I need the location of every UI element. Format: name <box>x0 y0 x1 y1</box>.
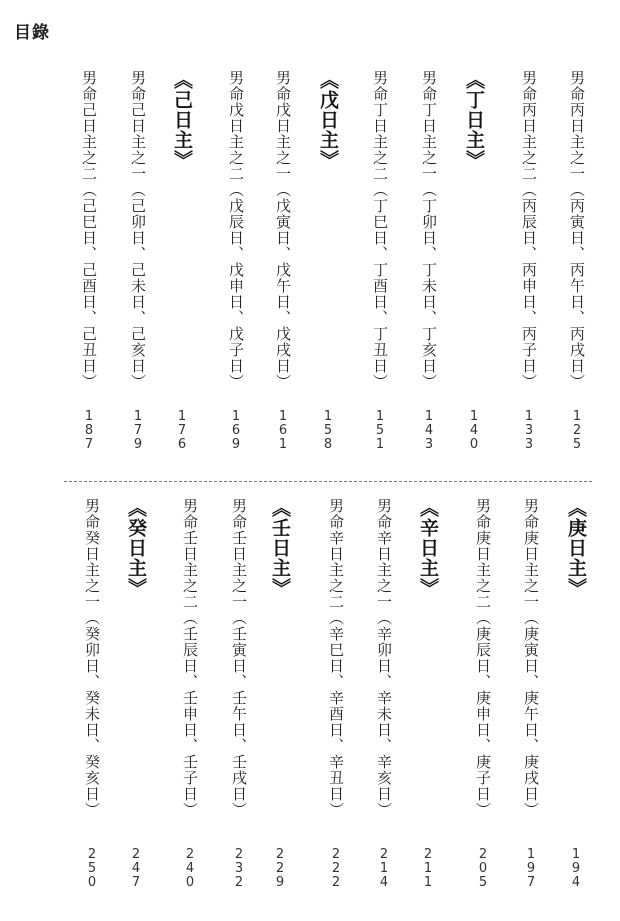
toc-heading-title: 《戊日主》 <box>317 70 339 170</box>
toc-entry-page: 1 7 6 <box>177 409 187 452</box>
toc-entry[interactable] <box>70 498 114 890</box>
toc-entry-title: 男命丙日主之一（丙寅日、丙午日、丙戌日） <box>568 70 586 390</box>
toc-entry[interactable] <box>362 498 406 890</box>
toc-entry[interactable] <box>214 70 258 452</box>
toc-entry-page: 1 4 0 <box>469 409 479 452</box>
toc-entry[interactable] <box>217 498 261 890</box>
toc-entry[interactable] <box>116 70 160 452</box>
toc-entry-title: 男命丙日主之二（丙辰日、丙申日、丙子日） <box>520 70 538 390</box>
toc-entry-page: 1 3 3 <box>524 409 534 452</box>
toc-entry-page: 1 4 3 <box>424 409 434 452</box>
toc-entry[interactable] <box>461 498 505 890</box>
toc-entry-page: 1 6 9 <box>231 409 241 452</box>
toc-entry-title: 男命戊日主之二（戊辰日、戊申日、戊子日） <box>227 70 245 390</box>
toc-section-heading[interactable] <box>306 70 350 452</box>
toc-entry[interactable] <box>168 498 212 890</box>
toc-heading-title: 《庚日主》 <box>565 498 587 598</box>
toc-entry-page: 2 4 0 <box>185 847 195 890</box>
toc-section-heading[interactable] <box>452 70 496 452</box>
toc-entry[interactable] <box>555 70 599 452</box>
toc-entry[interactable] <box>407 70 451 452</box>
page-title: 目錄 <box>14 23 50 43</box>
toc-heading-title: 《丁日主》 <box>463 70 485 170</box>
toc-section-heading[interactable] <box>554 498 598 890</box>
toc-entry-page: 1 9 7 <box>526 847 536 890</box>
toc-section-heading[interactable] <box>258 498 302 890</box>
toc-entry-page: 1 8 7 <box>84 409 94 452</box>
toc-entry-page: 2 2 2 <box>331 847 341 890</box>
toc-entry-title: 男命辛日主之一（辛卯日、辛未日、辛亥日） <box>375 498 393 818</box>
toc-entry-title: 男命壬日主之二（壬辰日、壬申日、壬子日） <box>181 498 199 818</box>
toc-entry-title: 男命戊日主之一（戊寅日、戊午日、戊戌日） <box>274 70 292 390</box>
toc-heading-title: 《己日主》 <box>171 70 193 170</box>
toc-entry[interactable] <box>67 70 111 452</box>
toc-entry-page: 2 5 0 <box>87 847 97 890</box>
toc-entry-title: 男命己日主之一（己卯日、己未日、己亥日） <box>129 70 147 390</box>
toc-section-heading[interactable] <box>114 498 158 890</box>
toc-entry-page: 1 5 8 <box>323 409 333 452</box>
toc-entry-page: 1 2 5 <box>572 409 582 452</box>
toc-entry[interactable] <box>261 70 305 452</box>
toc-entry-title: 男命丁日主之一（丁卯日、丁未日、丁亥日） <box>420 70 438 390</box>
toc-entry-title: 男命癸日主之一（癸卯日、癸未日、癸亥日） <box>83 498 101 818</box>
toc-entry-page: 1 6 1 <box>278 409 288 452</box>
toc-heading-title: 《癸日主》 <box>125 498 147 598</box>
toc-entry[interactable] <box>358 70 402 452</box>
toc-section-heading[interactable] <box>160 70 204 452</box>
toc-section-top <box>0 70 620 470</box>
toc-heading-title: 《辛日主》 <box>417 498 439 598</box>
toc-entry-title: 男命辛日主之二（辛巳日、辛酉日、辛丑日） <box>327 498 345 818</box>
toc-entry-title: 男命壬日主之一（壬寅日、壬午日、壬戌日） <box>230 498 248 818</box>
toc-entry-title: 男命庚日主之一（庚寅日、庚午日、庚戌日） <box>522 498 540 818</box>
toc-entry-title: 男命丁日主之二（丁巳日、丁酉日、丁丑日） <box>371 70 389 390</box>
toc-entry-page: 2 1 4 <box>379 847 389 890</box>
toc-section-bottom <box>0 498 620 908</box>
toc-entry-title: 男命己日主之二（己巳日、己酉日、己丑日） <box>80 70 98 390</box>
toc-entry[interactable] <box>509 498 553 890</box>
toc-entry-page: 2 2 9 <box>275 847 285 890</box>
toc-entry[interactable] <box>314 498 358 890</box>
toc-entry-page: 1 9 4 <box>571 847 581 890</box>
toc-entry-page: 2 4 7 <box>131 847 141 890</box>
toc-heading-title: 《壬日主》 <box>269 498 291 598</box>
toc-entry-page: 2 0 5 <box>478 847 488 890</box>
toc-entry-title: 男命庚日主之二（庚辰日、庚申日、庚子日） <box>474 498 492 818</box>
section-divider <box>64 481 592 482</box>
toc-entry-page: 1 5 1 <box>375 409 385 452</box>
toc-entry-page: 2 1 1 <box>423 847 433 890</box>
toc-entry-page: 1 7 9 <box>133 409 143 452</box>
toc-entry[interactable] <box>507 70 551 452</box>
toc-section-heading[interactable] <box>406 498 450 890</box>
toc-entry-page: 2 3 2 <box>234 847 244 890</box>
